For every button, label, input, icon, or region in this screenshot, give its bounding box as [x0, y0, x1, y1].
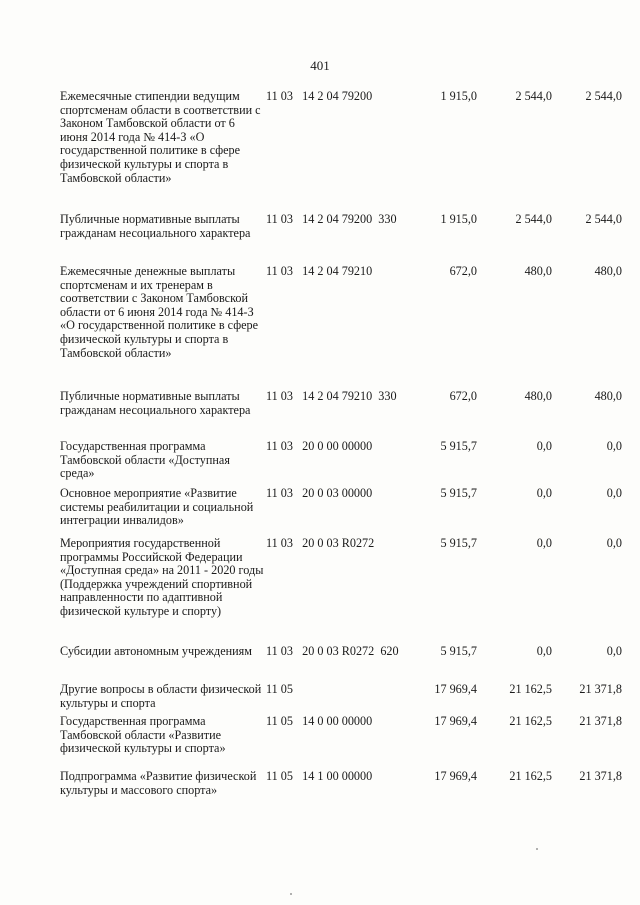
row-value-3: 0,0: [606, 644, 622, 658]
row-code: 11 03 20 0 03 00000: [266, 486, 373, 500]
table-row: [0, 537, 640, 645]
row-name: Другие вопросы в области физической культуры и спорта: [60, 682, 262, 710]
row-code: 11 05 14 0 00 00000: [266, 714, 373, 728]
row-value-3: 0,0: [606, 486, 622, 500]
row-value-3: 480,0: [594, 389, 622, 403]
row-value-2: 2 544,0: [515, 89, 552, 103]
row-value-3: 480,0: [594, 264, 622, 278]
row-value-2: 21 162,5: [509, 682, 552, 696]
row-value-2: 480,0: [524, 264, 552, 278]
table-row: [0, 487, 640, 537]
row-name: Публичные нормативные выплаты гражданам несоциального характера: [60, 212, 251, 240]
row-code: 11 03 14 2 04 79210: [266, 264, 373, 278]
row-code: 11 05 14 1 00 00000: [266, 769, 373, 783]
row-name: Государственная программа Тамбовской области «Доступная среда»: [60, 439, 230, 481]
row-value-1: 5 915,7: [440, 439, 477, 453]
page-number: 401: [310, 58, 330, 73]
row-value-3: 2 544,0: [585, 212, 622, 226]
row-code: 11 03 20 0 03 R0272: [266, 536, 375, 550]
row-value-2: 0,0: [536, 439, 552, 453]
row-value-2: 480,0: [524, 389, 552, 403]
row-value-1: 5 915,7: [440, 644, 477, 658]
row-value-1: 672,0: [449, 264, 477, 278]
row-value-1: 17 969,4: [434, 714, 477, 728]
table-row: [0, 645, 640, 683]
row-value-2: 2 544,0: [515, 212, 552, 226]
row-code: 11 05: [266, 682, 293, 696]
row-code: 11 03 14 2 04 79210 330: [266, 389, 397, 403]
scan-speck: [290, 893, 292, 895]
row-value-1: 1 915,0: [440, 212, 477, 226]
row-value-1: 672,0: [449, 389, 477, 403]
row-value-2: 21 162,5: [509, 714, 552, 728]
scan-speck: [536, 848, 538, 850]
table-row: [0, 90, 640, 213]
row-value-2: 0,0: [536, 536, 552, 550]
row-name: Государственная программа Тамбовской области «Развитие физической культуры и спорта»: [60, 714, 226, 756]
row-value-3: 0,0: [606, 536, 622, 550]
row-name: Основное мероприятие «Развитие системы реабилитации и социальной интеграции инвалидов»: [60, 486, 254, 528]
row-name: Ежемесячные стипендии ведущим спортсменам области в соответствии с Законом Тамбовской области от 6 июня 2014 года № 414-З «О государственной политике в сфере физической культуры и спорта в Тамбовской области»: [60, 89, 261, 185]
row-value-1: 5 915,7: [440, 486, 477, 500]
row-name: Публичные нормативные выплаты гражданам несоциального характера: [60, 389, 251, 417]
row-name: Субсидии автономным учреждениям: [60, 644, 252, 658]
row-name: Ежемесячные денежные выплаты спортсменам и их тренерам в соответствии с Законом Тамбовской области от 6 июня 2014 года № 414-З «О государственной политике в сфере физической культуры и спорта в Тамбовской области»: [60, 264, 258, 360]
table-row: [0, 440, 640, 487]
row-value-3: 21 371,8: [579, 682, 622, 696]
table-row: [0, 390, 640, 440]
row-value-2: 0,0: [536, 486, 552, 500]
row-value-1: 17 969,4: [434, 769, 477, 783]
table-row: [0, 683, 640, 715]
row-value-1: 17 969,4: [434, 682, 477, 696]
row-code: 11 03 14 2 04 79200 330: [266, 212, 397, 226]
table-row: [0, 770, 640, 820]
row-name: Подпрограмма «Развитие физической культуры и массового спорта»: [60, 769, 257, 797]
table-row: [0, 213, 640, 265]
row-value-1: 1 915,0: [440, 89, 477, 103]
row-value-2: 21 162,5: [509, 769, 552, 783]
row-value-2: 0,0: [536, 644, 552, 658]
table-row: [0, 715, 640, 770]
row-code: 11 03 20 0 03 R0272 620: [266, 644, 399, 658]
budget-table: [0, 90, 640, 820]
row-value-3: 0,0: [606, 439, 622, 453]
row-code: 11 03 14 2 04 79200: [266, 89, 373, 103]
row-value-3: 21 371,8: [579, 769, 622, 783]
row-value-3: 21 371,8: [579, 714, 622, 728]
row-value-1: 5 915,7: [440, 536, 477, 550]
row-code: 11 03 20 0 00 00000: [266, 439, 373, 453]
table-row: [0, 265, 640, 390]
row-value-3: 2 544,0: [585, 89, 622, 103]
row-name: Мероприятия государственной программы Российской Федерации «Доступная среда» на 2011 - 2020 годы (Поддержка учреждений спортивной направленности по адаптивной физической культуре и спорту): [60, 536, 264, 618]
